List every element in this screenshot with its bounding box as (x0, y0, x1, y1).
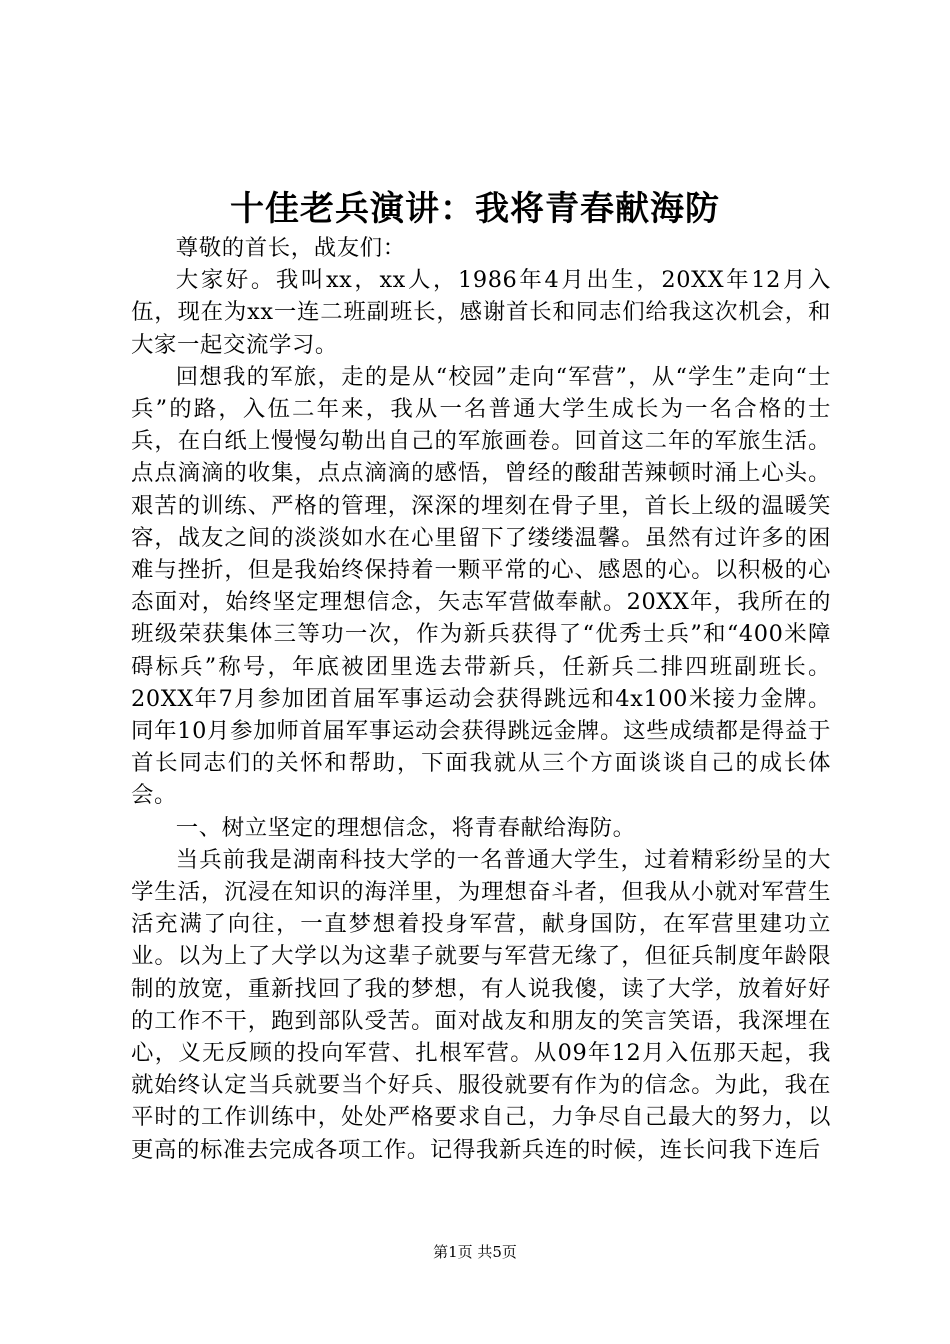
paragraph-greeting: 大家好。我叫xx，xx人，1986年4月出生，20XX年12月入伍，现在为xx一连二班副班长，感谢首长和同志们给我这次机会，和大家一起交流学习。 (131, 267, 831, 358)
document-body (131, 232, 831, 1166)
paragraph-salutation: 尊敬的首长，战友们： (175, 235, 406, 261)
paragraph-before-enlisting: 当兵前我是湖南科技大学的一名普通大学生，过着精彩纷呈的大学生活，沉浸在知识的海洋里，为理想奋斗者，但我从小就对军营生活充满了向往，一直梦想着投身军营，献身国防，在军营里建功立业。以为上了大学以为这辈子就要与军营无缘了，但征兵制度年龄限制的放宽，重新找回了我的梦想，有人说我傻，读了大学，放着好好的工作不干，跑到部队受苦。面对战友和朋友的笑言笑语，我深埋在心，义无反顾的投向军营、扎根军营。从09年12月入伍那天起，我就始终认定当兵就要当个好兵、服役就要有作为的信念。为此，我在平时的工作训练中，处处严格要求自己，力争尽自己最大的努力，以更高的标准去完成各项工作。记得我新兵连的时候，连长问我下连后 (131, 846, 831, 1163)
paragraph-military-journey: 回想我的军旅，走的是从“校园”走向“军营”，从“学生”走向“士兵”的路，入伍二年来，我从一名普通大学生成长为一名合格的士兵，在白纸上慢慢勾勒出自己的军旅画卷。回首这二年的军旅生活。点点滴滴的收集，点点滴滴的感悟，曾经的酸甜苦辣顿时涌上心头。艰苦的训练、严格的管理，深深的埋刻在骨子里，首长上级的温暖笑容，战友之间的淡淡如水在心里留下了缕缕温馨。虽然有过许多的困难与挫折，但是我始终保持着一颗平常的心、感恩的心。以积极的心态面对，始终坚定理想信念，矢志军营做奉献。20XX年，我所在的班级荣获集体三等功一次，作为新兵获得了“优秀士兵”和“400米障碍标兵”称号，年底被团里选去带新兵，任新兵二排四班副班长。20XX年7月参加团首届军事运动会获得跳远和4x100米接力金牌。同年10月参加师首届军事运动会获得跳远金牌。这些成绩都是得益于首长同志们的关怀和帮助，下面我就从三个方面谈谈自己的成长体会。 (131, 363, 831, 809)
page-title: 十佳老兵演讲：我将青春献海防 (230, 189, 720, 229)
page-footer: 第1页 共5页 (433, 1243, 517, 1261)
section-heading-1: 一、树立坚定的理想信念，将青春献给海防。 (175, 814, 636, 841)
